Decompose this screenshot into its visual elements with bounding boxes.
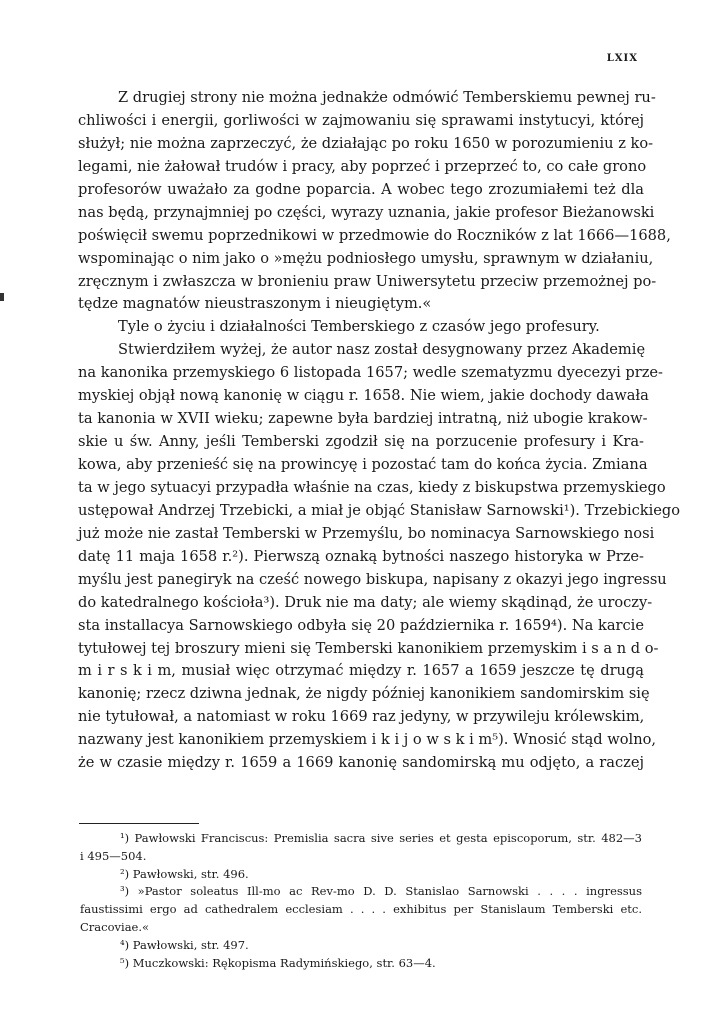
body-line: nie tytułował, a natomiast w roku 1669 raz jedyny, w przywileju królewskim, xyxy=(78,708,645,726)
body-line: Z drugiej strony nie można jednakże odmówić Temberskiemu pewnej ru- xyxy=(118,89,656,106)
body-line: ta w jego sytuacyi przypadła właśnie na czas, kiedy z biskupstwa przemyskiego xyxy=(78,478,666,496)
body-line: skie u św. Anny, jeśli Temberski zgodził się na porzucenie profesury i Kra- xyxy=(78,433,644,451)
footnote-divider xyxy=(79,823,199,824)
body-line: legami, nie żałował trudów i pracy, aby poprzeć i przeprzeć to, co całe grono xyxy=(78,157,647,175)
body-line: nas będą, przynajmniej po części, wyrazy uznania, jakie profesor Bieżanowski xyxy=(78,203,655,221)
body-line: datę 11 maja 1658 r.²). Pierwszą oznaką bytności naszego historyka w Prze- xyxy=(78,547,644,565)
body-line: Tyle o życiu i działalności Temberskiego z czasów jego profesury. xyxy=(118,318,600,336)
body-line: nazwany jest kanonikiem przemyskiem i k i j o w s k i m⁵). Wnosić stąd wolno, xyxy=(78,731,657,749)
footnote-line: ²) Pawłowski, str. 496. xyxy=(120,866,249,881)
body-line: poświęcił swemu poprzednikowi w przedmowie do Roczników z lat 1666—1688, xyxy=(78,226,671,244)
body-line: m i r s k i m, musiał więc otrzymać między r. 1657 a 1659 jeszcze tę drugą xyxy=(78,662,644,680)
body-line: Stwierdziłem wyżej, że autor nasz został desygnowany przez Akademię xyxy=(118,341,646,359)
footnote-line: faustissimi ergo ad cathedralem ecclesiam . . . . exhibitus per Stanislaum Temberski etc. xyxy=(80,902,642,917)
body-line: wspominając o nim jako o »mężu podniosłego umysłu, sprawnym w działaniu, xyxy=(78,249,654,267)
footnote-line: ¹) Pawłowski Franciscus: Premislia sacra sive series et gesta episcoporum, str. 482—3 xyxy=(120,831,642,845)
footnote-line: ⁵) Muczkowski: Rękopisma Radymińskiego, str. 63—4. xyxy=(120,955,436,970)
body-line: chliwości i energii, gorliwości w zajmowaniu się sprawami instytucyi, której xyxy=(78,111,644,129)
margin-mark xyxy=(0,293,4,301)
body-line: myślu jest panegiryk na cześć nowego biskupa, napisany z okazyi jego ingressu xyxy=(78,570,667,588)
body-line: ta kanonia w XVII wieku; zapewne była bardziej intratną, niż ubogie krakow- xyxy=(78,410,648,428)
body-line: że w czasie między r. 1659 a 1669 kanonię sandomirską mu odjęto, a raczej xyxy=(78,754,644,772)
body-text xyxy=(78,87,681,775)
body-line: tędze magnatów nieustraszonym i nieugiętym.« xyxy=(78,295,432,313)
footnotes xyxy=(80,830,642,972)
body-line: sta installacya Sarnowskiego odbyła się 20 października r. 1659⁴). Na karcie xyxy=(78,616,644,634)
body-line: profesorów uważało za godne poparcia. A wobec tego zrozumiałemi też dla xyxy=(78,180,644,198)
footnote-line: ⁴) Pawłowski, str. 497. xyxy=(120,937,249,952)
body-line: służył; nie można zaprzeczyć, że działając po roku 1650 w porozumieniu z ko- xyxy=(78,134,654,152)
body-line: zręcznym i zwłaszcza w bronieniu praw Uniwersytetu przeciw przemożnej po- xyxy=(78,272,657,290)
footnote-line: i 495—504. xyxy=(80,848,147,863)
page-number: LXIX xyxy=(606,53,638,64)
body-line: do katedralnego kościoła³). Druk nie ma daty; ale wiemy skądinąd, że uroczy- xyxy=(78,593,653,611)
footnote-line: ³) »Pastor soleatus Ill-mo ac Rev-mo D. D. Stanislao Sarnowski . . . . ingressus xyxy=(120,884,642,899)
body-line: kanonię; rzecz dziwna jednak, że nigdy później kanonikiem sandomirskim się xyxy=(78,685,650,703)
body-line: na kanonika przemyskiego 6 listopada 1657; wedle szematyzmu dyecezyi prze- xyxy=(78,364,663,382)
body-line: już może nie zastał Temberski w Przemyślu, bo nominacya Sarnowskiego nosi xyxy=(78,524,655,542)
footnote-line: Cracoviae.« xyxy=(80,919,150,934)
body-line: tytułowej tej broszury mieni się Temberski kanonikiem przemyskim i s a n d o- xyxy=(78,639,659,657)
body-line: ustępował Andrzej Trzebicki, a miał je objąć Stanisław Sarnowski¹). Trzebickiego xyxy=(78,501,681,519)
body-line: myskiej objął nową kanonię w ciągu r. 1658. Nie wiem, jakie dochody dawała xyxy=(78,387,649,405)
body-line: kowa, aby przenieść się na prowincyę i pozostać tam do końca życia. Zmiana xyxy=(78,456,648,473)
